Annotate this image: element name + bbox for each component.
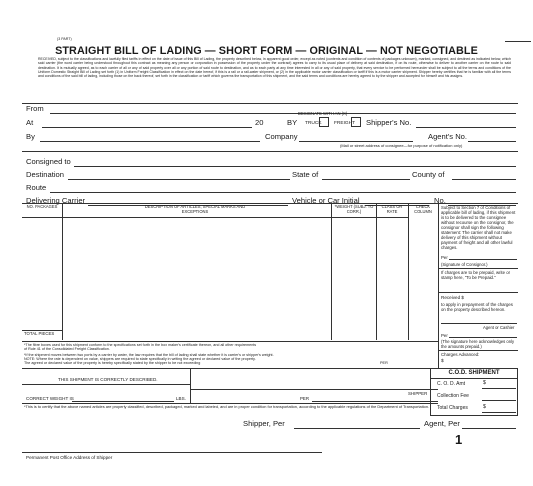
county-of-line[interactable] (452, 179, 516, 180)
agents-no-label: Agent's No. (428, 132, 468, 141)
rule41-note: of Rule 41 of the Consolidated Freight Classification. (24, 347, 110, 351)
by2-line[interactable] (40, 141, 260, 142)
consigned-to-label: Consigned to (26, 157, 71, 166)
charges-prepaid-label: If charges are to be prepaid, write or stamp here, "To be Prepaid." (441, 270, 511, 280)
charges-advanced-label: Charges Advanced: (441, 352, 480, 357)
col-header-description: DESCRIPTION OF ARTICLES, SPECIAL MARKS AND EXCEPTIONS (144, 204, 246, 214)
year-label: 20 (255, 118, 264, 127)
agreed-value-note: The agreed or declared value of the property is hereby specifically stated by the shipper to be not exceeding (24, 361, 201, 365)
vehicle-label: Vehicle or Car Initial (292, 196, 360, 205)
divider (22, 103, 518, 104)
bottom-divider (190, 368, 191, 403)
certify-text: *This is to certify that the above named articles are properly classified, described, packaged, marked and labeled, and are in proper condition for transportation, according to the applicable regulations of the Department of Transportation. (24, 404, 430, 409)
total-charges-dollar: $ (483, 404, 486, 410)
section-divider (22, 151, 518, 152)
col-header-class: CLASS OR RATE (381, 204, 403, 214)
side-divider (438, 350, 518, 351)
col-divider (408, 203, 409, 340)
destination-label: Destination (26, 170, 64, 179)
col-header-packages: NO. PACKAGES (26, 204, 58, 209)
shipper-line[interactable] (190, 389, 438, 390)
by-label: BY (287, 118, 298, 127)
side-divider (438, 268, 518, 269)
form-title: STRAIGHT BILL OF LADING — SHORT FORM — ORIGINAL — NOT NEGOTIABLE (55, 45, 478, 57)
side-divider (438, 292, 518, 293)
shipper-per-label: Shipper, Per (243, 419, 285, 428)
company-label: Company (265, 132, 298, 141)
fibre-boxes-note: *The fibre boxes used for this shipment conform to the specifications set forth in the box maker's certificate thereon, and all other requirements (24, 343, 257, 347)
freight-checkbox[interactable] (351, 117, 361, 127)
lbs-label: LBS. (176, 396, 186, 401)
delivering-carrier-label: Delivering Carrier (26, 196, 86, 205)
agent-per-label: Agent, Per (424, 419, 460, 428)
collection-fee-label: Collection Fee (437, 393, 469, 399)
col-divider (438, 203, 439, 369)
signature-consignor-label: (Signature of Consignor.) (441, 262, 488, 267)
at-label: At (26, 118, 34, 127)
table-header-bottom (22, 217, 408, 218)
county-of-label: County of (412, 170, 445, 179)
signature-note: (The signature here acknowledges only the amounts prepaid.) (441, 339, 515, 349)
agents-no-line[interactable] (468, 141, 516, 142)
total-pieces-label: TOTAL PIECES (24, 331, 55, 336)
cod-amt-dollar: $ (483, 380, 486, 386)
total-charges-label: Total Charges (437, 405, 468, 411)
side-per2-label: Per (441, 333, 448, 338)
terms-text: RECEIVED, subject to the classifications and lawfully filed tariffs in effect on the date of issue of this Bill of Lading, the property described below, in apparent good order, except as noted (contents and condition of contents of packages unknown), marked, consigned, and destined as indicated below, which said carrier (the word carrier being understood throughout this contract as meaning any person or corporation in possession of the property under the contract) agrees to carry to its usual place of delivery at said destination, if on its route, otherwise to deliver to another carrier on the route to said destination. It is mutually agreed, as to each carrier of all or any of said property over all or any portion of said route to destination, and as to each party at any time interested in all or any of said property, that every service to be performed hereunder shall be subject to all the terms and conditions of the Uniform Domestic Straight Bill of Lading set forth (1) in Uniform Freight Classification in effect on the date hereof, if this is a rail or a rail-water shipment, or (2) in the applicable motor carrier classification or tariff if this is a motor carrier shipment. Shipper hereby certifies that he is familiar with all the terms and conditions of the said bill of lading, including those on the back thereof, set forth in the classification or tariff which governs the transportation of this shipment, and the said terms and conditions are hereby agreed to by the shipper and accepted for himself and his assigns. (38, 57, 511, 78)
footnote-bottom (22, 368, 438, 369)
cod-title-rule (430, 378, 518, 379)
water-carrier-note: *If the shipment moves between two ports by a carrier by water, the law requires that the bill of lading shall state whether it is carrier's or shipper's weight. (24, 353, 274, 357)
shippers-no-line[interactable] (416, 127, 516, 128)
value-note: NOTE: Where the rate is dependent on value, shippers are required to state specifically in writing the agreed or declared value of the property. (24, 357, 256, 361)
correct-weight-line[interactable] (72, 401, 174, 402)
col-divider (331, 203, 332, 340)
from-line[interactable] (50, 113, 516, 114)
table-top (22, 203, 518, 204)
per-label: PER (300, 396, 310, 401)
per-line[interactable] (312, 401, 438, 402)
col-header-weight: *WEIGHT (SUBJ. TO CORR.) (334, 204, 374, 214)
received-label: Received $ (441, 295, 464, 300)
correctly-described-label: THIS SHIPMENT IS CORRECTLY DESCRIBED. (58, 377, 158, 382)
designate-label: DESIGNATE WITH AN (X) (298, 111, 348, 116)
top-right-rule (505, 41, 531, 42)
shippers-no-label: Shipper's No. (366, 118, 412, 127)
route-label: Route (26, 183, 47, 192)
part-label: (3 PART) (57, 37, 72, 41)
cod-amt-line[interactable] (482, 388, 516, 389)
per2-line[interactable] (449, 337, 517, 338)
consignor-signature-line[interactable] (449, 259, 517, 260)
no-label: No. (434, 196, 446, 205)
destination-line[interactable] (68, 179, 290, 180)
to-apply-text: to apply in prepayment of the charges on the property described hereon. (441, 302, 513, 312)
agent-per-line[interactable] (462, 428, 516, 429)
agreed-value-per: PER (380, 361, 388, 365)
from-label: From (26, 104, 44, 113)
agent-cashier-line[interactable] (441, 323, 517, 324)
table-bottom (22, 341, 438, 342)
truck-label: TRUCK (305, 121, 322, 126)
correct-weight-label: CORRECT WEIGHT IS (26, 396, 74, 401)
col-divider (62, 203, 63, 340)
shipper-label: SHIPPER (408, 391, 428, 396)
page-number: 1 (455, 432, 463, 447)
state-of-line[interactable] (322, 179, 410, 180)
permanent-address-label: Permanent Post Office Address of Shipper (26, 455, 113, 460)
route-line[interactable] (50, 192, 516, 193)
collection-fee-line[interactable] (482, 400, 516, 401)
consigned-to-line[interactable] (74, 166, 516, 167)
permanent-address-line[interactable] (22, 452, 322, 453)
col-header-check: CHECK COLUMN (414, 204, 432, 214)
total-charges-line[interactable] (482, 412, 516, 413)
cod-amt-label: C. O. D. Amt (437, 381, 466, 387)
section7-text: Subject to Section 7 of Conditions of applicable bill of lading, if this shipment is to be delivered to the consignee without recourse on the consignor, the consignor shall sign the following statement: The carrier shall not make delivery of this shipment without payment of freight and all other lawful charges. (441, 205, 516, 250)
state-of-label: State of (292, 170, 319, 179)
by2-label: By (26, 132, 35, 141)
mail-address-note: (Mail or street address of consignee—for purpose of notification only) (340, 143, 463, 148)
side-per-label: Per (441, 255, 448, 260)
correctly-described-line (22, 384, 190, 385)
charges-advanced-dollar: $ (441, 359, 444, 364)
company-line[interactable] (299, 141, 413, 142)
shipper-per-line[interactable] (294, 428, 420, 429)
agent-cashier-label: Agent or Cashier (483, 325, 515, 330)
col-divider (376, 203, 377, 340)
truck-checkbox[interactable] (319, 117, 329, 127)
cod-title: C.O.D. SHIPMENT (448, 370, 500, 376)
at-line[interactable] (42, 127, 252, 128)
freight-label: FREIGHT (334, 121, 356, 126)
